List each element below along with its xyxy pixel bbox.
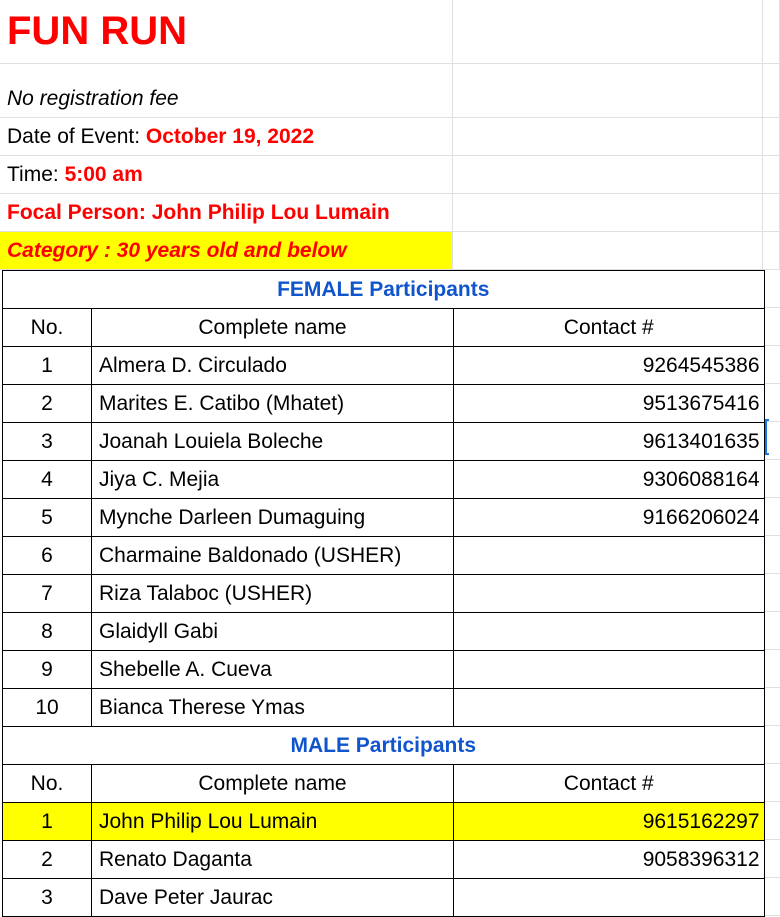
cell-no[interactable]: [3, 499, 92, 537]
cell-name[interactable]: [92, 613, 454, 651]
table-row: [3, 803, 765, 841]
cell-name[interactable]: [92, 879, 454, 917]
table-row: [3, 613, 765, 651]
col-header-no: No.: [30, 315, 64, 339]
cell-contact[interactable]: [454, 461, 765, 499]
participant-name: John Philip Lou Lumain: [99, 809, 318, 833]
table-row: [3, 461, 765, 499]
cell-name[interactable]: [92, 841, 454, 879]
cell-empty[interactable]: [453, 118, 763, 156]
male-column-header-row: [3, 765, 765, 803]
participant-name: Riza Talaboc (USHER): [99, 581, 313, 605]
table-row: [3, 879, 765, 917]
cell-contact[interactable]: [454, 347, 765, 385]
participant-no: 1: [41, 353, 53, 377]
participant-contact: 9264545386: [642, 353, 760, 377]
cell-empty[interactable]: [763, 156, 780, 194]
time-value: 5:00 am: [64, 162, 143, 186]
cell-empty[interactable]: [765, 612, 780, 650]
cell-no[interactable]: [3, 385, 92, 423]
col-header-name: Complete name: [198, 315, 347, 339]
cell-empty[interactable]: [765, 460, 780, 498]
cell-no[interactable]: [3, 689, 92, 727]
participant-no: 10: [35, 695, 59, 719]
cell-name[interactable]: [92, 423, 454, 461]
cell-no[interactable]: [3, 613, 92, 651]
category-row: [0, 232, 780, 270]
cell-empty[interactable]: [765, 878, 780, 916]
cell-empty[interactable]: [765, 650, 780, 688]
cell-empty[interactable]: [765, 726, 780, 764]
header-name[interactable]: [92, 309, 454, 347]
header-name[interactable]: [92, 765, 454, 803]
cell-fee[interactable]: [0, 64, 453, 118]
cell-no[interactable]: [3, 461, 92, 499]
cell-contact[interactable]: [454, 613, 765, 651]
cell-empty[interactable]: [765, 574, 780, 612]
participants-table: [2, 270, 765, 917]
cell-name[interactable]: [92, 499, 454, 537]
cell-contact[interactable]: [454, 651, 765, 689]
table-row: [3, 689, 765, 727]
table-row: [3, 841, 765, 879]
cell-name[interactable]: [92, 347, 454, 385]
cell-empty[interactable]: [453, 156, 763, 194]
cell-contact[interactable]: [454, 841, 765, 879]
cell-empty[interactable]: [453, 64, 763, 118]
table-row: [3, 651, 765, 689]
table-row: [3, 385, 765, 423]
participant-contact: 9613401635: [642, 429, 760, 453]
participant-name: Glaidyll Gabi: [99, 619, 219, 643]
header-contact[interactable]: [454, 309, 765, 347]
cell-no[interactable]: [3, 803, 92, 841]
participant-no: 2: [41, 847, 53, 871]
cell-empty[interactable]: [763, 0, 780, 64]
cell-empty[interactable]: [765, 308, 780, 346]
participant-name: Joanah Louiela Boleche: [99, 429, 324, 453]
male-section-header: [3, 727, 765, 765]
cell-empty[interactable]: [765, 536, 780, 574]
table-row: [3, 499, 765, 537]
cell-no[interactable]: [3, 575, 92, 613]
participant-no: 4: [41, 467, 53, 491]
participant-name: Charmaine Baldonado (USHER): [99, 543, 402, 567]
header-no[interactable]: [3, 309, 92, 347]
table-row: [3, 423, 765, 461]
table-row: [3, 537, 765, 575]
participant-no: 5: [41, 505, 53, 529]
participant-no: 9: [41, 657, 53, 681]
cell-selection-indicator: [765, 419, 769, 455]
female-section-header: [3, 271, 765, 309]
cell-date[interactable]: [0, 118, 453, 156]
cell-name[interactable]: [92, 385, 454, 423]
focal-person: Focal Person: John Philip Lou Lumain: [7, 200, 390, 224]
cell-no[interactable]: [3, 347, 92, 385]
cell-name[interactable]: [92, 803, 454, 841]
header-no[interactable]: [3, 765, 92, 803]
table-row: [3, 347, 765, 385]
date-row: [0, 118, 780, 156]
col-header-name: Complete name: [198, 771, 347, 795]
col-header-no: No.: [30, 771, 64, 795]
cell-contact[interactable]: [454, 575, 765, 613]
header-contact[interactable]: [454, 765, 765, 803]
cell-name[interactable]: [92, 461, 454, 499]
female-column-header-row: [3, 309, 765, 347]
cell-name[interactable]: [92, 575, 454, 613]
date-label: Date of Event:: [7, 124, 146, 148]
participant-contact: 9513675416: [642, 391, 760, 415]
cell-empty[interactable]: [765, 802, 780, 840]
participant-name: Bianca Therese Ymas: [99, 695, 305, 719]
time-label: Time:: [7, 162, 65, 186]
cell-empty[interactable]: [765, 840, 780, 878]
cell-name[interactable]: [92, 537, 454, 575]
cell-empty[interactable]: [765, 688, 780, 726]
cell-no[interactable]: [3, 537, 92, 575]
participant-contact: 9058396312: [642, 847, 760, 871]
section-title-cell[interactable]: [3, 727, 765, 765]
participant-no: 2: [41, 391, 53, 415]
cell-category[interactable]: [0, 232, 453, 270]
participant-name: Renato Daganta: [99, 847, 252, 871]
cell-name[interactable]: [92, 651, 454, 689]
cell-empty[interactable]: [765, 270, 780, 308]
participant-contact: 9615162297: [642, 809, 760, 833]
female-section-title: FEMALE Participants: [277, 277, 490, 301]
participant-name: Mynche Darleen Dumaguing: [99, 505, 366, 529]
cell-title[interactable]: [0, 0, 453, 64]
cell-contact[interactable]: [454, 879, 765, 917]
cell-empty[interactable]: [763, 118, 780, 156]
focal-person-row: [0, 194, 780, 232]
col-header-contact: Contact #: [563, 771, 654, 795]
col-header-contact: Contact #: [563, 315, 654, 339]
participant-no: 3: [41, 885, 53, 909]
male-section-title: MALE Participants: [290, 733, 477, 757]
fee-row: [0, 64, 780, 118]
cell-time[interactable]: [0, 156, 453, 194]
cell-focal-person[interactable]: [0, 194, 453, 232]
cell-contact[interactable]: [454, 385, 765, 423]
cell-empty[interactable]: [765, 346, 780, 384]
cell-empty[interactable]: [763, 194, 780, 232]
participant-no: 7: [41, 581, 53, 605]
cell-contact[interactable]: [454, 423, 765, 461]
participant-name: Almera D. Circulado: [99, 353, 287, 377]
cell-empty[interactable]: [763, 232, 780, 270]
participant-no: 3: [41, 429, 53, 453]
participant-no: 8: [41, 619, 53, 643]
cell-contact[interactable]: [454, 499, 765, 537]
participant-contact: 9166206024: [642, 505, 760, 529]
cell-empty[interactable]: [453, 0, 763, 64]
cell-no[interactable]: [3, 651, 92, 689]
participant-name: Jiya C. Mejia: [99, 467, 220, 491]
cell-empty[interactable]: [765, 764, 780, 802]
time-row: [0, 156, 780, 194]
participant-name: Shebelle A. Cueva: [99, 657, 272, 681]
cell-contact[interactable]: [454, 537, 765, 575]
category-label: Category : 30 years old and below: [7, 238, 347, 262]
participant-no: 1: [41, 809, 53, 833]
cell-empty[interactable]: [453, 194, 763, 232]
cell-empty[interactable]: [763, 64, 780, 118]
cell-no[interactable]: [3, 423, 92, 461]
cell-name[interactable]: [92, 689, 454, 727]
date-value: October 19, 2022: [145, 124, 315, 148]
participant-name: Dave Peter Jaurac: [99, 885, 273, 909]
participant-no: 6: [41, 543, 53, 567]
cell-contact[interactable]: [454, 689, 765, 727]
cell-contact[interactable]: [454, 803, 765, 841]
cell-no[interactable]: [3, 841, 92, 879]
table-row: [3, 575, 765, 613]
fee-note: No registration fee: [7, 87, 179, 110]
event-title: FUN RUN: [7, 9, 187, 53]
section-title-cell[interactable]: [3, 271, 765, 309]
cell-no[interactable]: [3, 879, 92, 917]
cell-empty[interactable]: [453, 232, 763, 270]
participant-contact: 9306088164: [642, 467, 760, 491]
title-row: [0, 0, 780, 64]
cell-empty[interactable]: [765, 384, 780, 422]
participant-name: Marites E. Catibo (Mhatet): [99, 391, 345, 415]
cell-empty[interactable]: [765, 498, 780, 536]
